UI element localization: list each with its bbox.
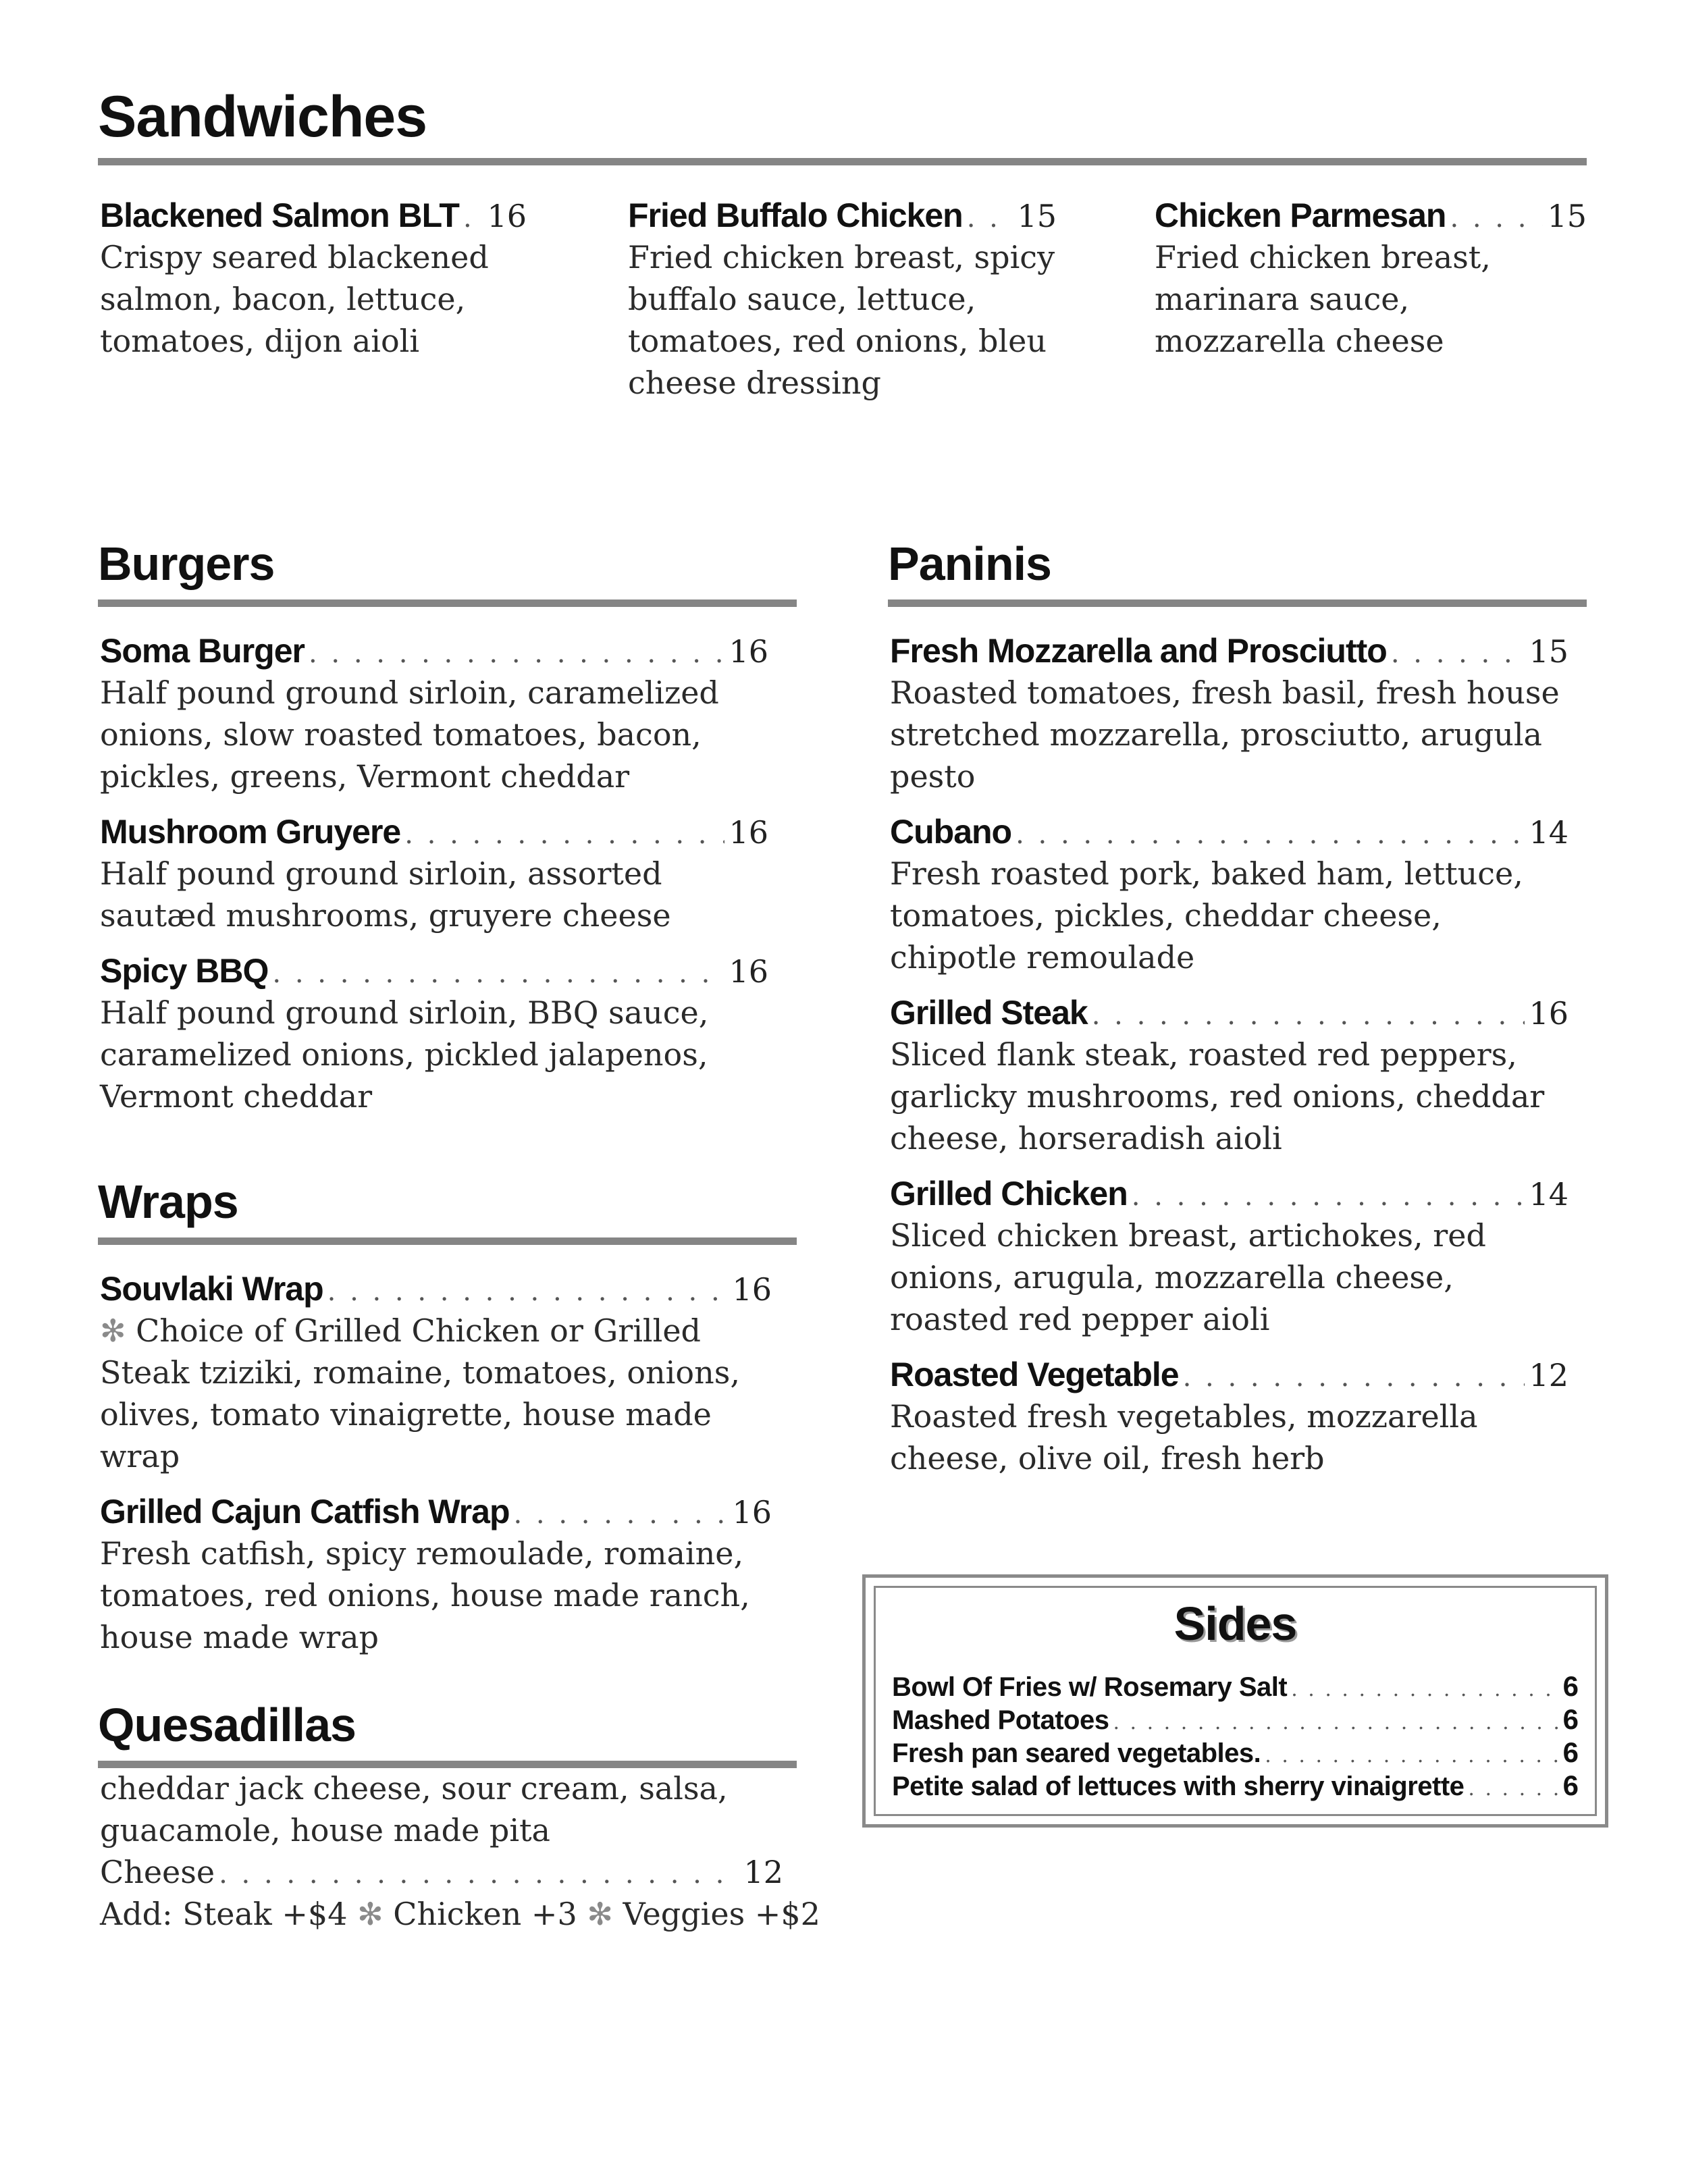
wraps-section xyxy=(98,1175,797,1245)
item-name: Grilled Steak xyxy=(890,994,1088,1032)
menu-item-blackened-salmon-blt xyxy=(100,196,527,362)
dot-leader xyxy=(219,1859,739,1890)
item-price: 14 xyxy=(1529,814,1568,851)
add-veggies: Veggies +$2 xyxy=(623,1896,820,1932)
item-name: Grilled Chicken xyxy=(890,1175,1128,1213)
item-description: Half pound ground sirloin, caramelized onions, slow roasted tomatoes, bacon, pickles, greens, Vermont cheddar xyxy=(100,674,719,795)
add-steak: Steak +$4 xyxy=(182,1896,348,1932)
dot-leader xyxy=(1132,1181,1525,1212)
item-name: Souvlaki Wrap xyxy=(100,1270,323,1308)
item-price: 16 xyxy=(729,953,768,990)
menu-item-soma-burger xyxy=(100,631,768,797)
sides-inner-frame xyxy=(874,1586,1597,1816)
item-price: 16 xyxy=(732,1271,772,1308)
side-name: Mashed Potatoes xyxy=(892,1705,1109,1735)
menu-item-fried-buffalo-chicken xyxy=(628,196,1057,404)
dot-leader xyxy=(1265,1744,1558,1767)
dot-leader xyxy=(1391,638,1525,669)
dot-leader xyxy=(1468,1777,1558,1801)
item-name: Roasted Vegetable xyxy=(890,1356,1179,1393)
dot-leader xyxy=(1183,1362,1525,1393)
item-description: Roasted tomatoes, fresh basil, fresh house stretched mozzarella, prosciutto, arugula pesto xyxy=(890,674,1560,795)
dot-leader xyxy=(463,203,483,234)
add-label: Add: xyxy=(100,1896,173,1932)
paninis-list xyxy=(890,631,1568,1479)
item-price: 14 xyxy=(1529,1176,1568,1213)
item-name: Blackened Salmon BLT xyxy=(100,196,459,234)
wraps-divider xyxy=(98,1237,797,1245)
menu-item-cubano xyxy=(890,812,1568,978)
item-description: Sliced chicken breast, artichokes, red onions, arugula, mozzarella cheese, roasted red pepper aioli xyxy=(890,1217,1486,1337)
sides-box xyxy=(862,1574,1608,1828)
menu-item-spicy-bbq xyxy=(100,951,768,1117)
item-price: 15 xyxy=(1529,633,1568,670)
add-chicken: Chicken +3 xyxy=(393,1896,577,1932)
side-item xyxy=(892,1769,1579,1803)
dot-leader xyxy=(1450,203,1543,234)
side-name: Fresh pan seared vegetables. xyxy=(892,1738,1261,1768)
quesadillas-section xyxy=(98,1701,797,1768)
cheese-price: 12 xyxy=(743,1854,783,1890)
item-name: Soma Burger xyxy=(100,632,305,670)
item-price: 12 xyxy=(1529,1357,1568,1393)
side-price: 6 xyxy=(1562,1736,1579,1768)
quesadillas-content xyxy=(100,1767,820,1935)
item-description: Half pound ground sirloin, assorted sautæd mushrooms, gruyere cheese xyxy=(100,855,671,934)
burgers-section xyxy=(98,537,797,607)
dot-leader xyxy=(327,1276,729,1307)
item-price: 16 xyxy=(732,1494,772,1530)
dot-leader xyxy=(967,203,1013,234)
item-name: Fresh Mozzarella and Prosciutto xyxy=(890,632,1387,670)
item-description: Crispy seared blackened salmon, bacon, lettuce, tomatoes, dijon aioli xyxy=(100,239,489,359)
paninis-section xyxy=(888,537,1587,607)
asterisk-icon: ✻ xyxy=(100,1312,126,1349)
side-item xyxy=(892,1736,1579,1769)
item-price: 16 xyxy=(729,814,768,851)
dot-leader xyxy=(1291,1678,1558,1701)
menu-item-fresh-mozzarella-and-prosciutto xyxy=(890,631,1568,797)
item-description: Fried chicken breast, spicy buffalo sauce, lettuce, tomatoes, red onions, bleu cheese dressing xyxy=(628,239,1055,401)
menu-item-grilled-cajun-catfish-wrap xyxy=(100,1492,772,1658)
menu-item-grilled-steak xyxy=(890,993,1568,1159)
quesadillas-addons xyxy=(100,1893,820,1935)
dot-leader xyxy=(404,819,724,850)
sandwiches-divider xyxy=(98,158,1587,165)
asterisk-icon: ✻ xyxy=(357,1896,384,1932)
dot-leader xyxy=(1016,819,1525,850)
item-name: Fried Buffalo Chicken xyxy=(628,196,963,234)
menu-item-souvlaki-wrap xyxy=(100,1269,772,1477)
side-name: Petite salad of lettuces with sherry vinaigrette xyxy=(892,1772,1465,1801)
menu-item-mushroom-gruyere xyxy=(100,812,768,936)
burgers-title: Burgers xyxy=(98,537,275,590)
sides-title: Sides xyxy=(1173,1597,1297,1650)
item-description xyxy=(100,1310,772,1477)
sandwiches-title: Sandwiches xyxy=(98,84,427,149)
item-description: Fresh catfish, spicy remoulade, romaine, tomatoes, red onions, house made ranch, house made wrap xyxy=(100,1535,750,1655)
quesadillas-title: Quesadillas xyxy=(98,1699,356,1751)
dot-leader xyxy=(514,1499,729,1530)
item-name: Cubano xyxy=(890,813,1012,851)
menu-item-roasted-vegetable xyxy=(890,1355,1568,1479)
dot-leader xyxy=(309,638,724,669)
item-price: 16 xyxy=(1529,995,1568,1032)
wraps-list xyxy=(100,1269,772,1658)
side-item xyxy=(892,1670,1579,1703)
burgers-list xyxy=(100,631,768,1117)
cheese-label: Cheese xyxy=(100,1854,215,1890)
item-description: Fried chicken breast, marinara sauce, mozzarella cheese xyxy=(1155,239,1491,359)
sandwiches-section xyxy=(98,84,1587,165)
item-description: Roasted fresh vegetables, mozzarella cheese, olive oil, fresh herb xyxy=(890,1398,1478,1476)
side-price: 6 xyxy=(1562,1670,1579,1702)
wraps-title: Wraps xyxy=(98,1175,238,1228)
dot-leader xyxy=(272,958,724,989)
paninis-title: Paninis xyxy=(888,537,1051,590)
side-price: 6 xyxy=(1562,1769,1579,1801)
side-item xyxy=(892,1703,1579,1736)
item-name: Chicken Parmesan xyxy=(1155,196,1446,234)
dot-leader xyxy=(1113,1711,1558,1734)
side-name: Bowl Of Fries w/ Rosemary Salt xyxy=(892,1672,1288,1702)
asterisk-icon: ✻ xyxy=(587,1896,613,1932)
item-price: 15 xyxy=(1017,198,1057,234)
item-description: Fresh roasted pork, baked ham, lettuce, tomatoes, pickles, cheddar cheese, chipotle remoulade xyxy=(890,855,1523,976)
quesadillas-description: cheddar jack cheese, sour cream, salsa, guacamole, house made pita xyxy=(100,1770,728,1848)
item-description: Half pound ground sirloin, BBQ sauce, caramelized onions, pickled jalapenos, Vermont cheddar xyxy=(100,994,709,1115)
menu-item-chicken-parmesan xyxy=(1155,196,1587,362)
item-name: Grilled Cajun Catfish Wrap xyxy=(100,1493,510,1530)
side-price: 6 xyxy=(1562,1703,1579,1735)
item-description-text: Choice of Grilled Chicken or Grilled Steak tziziki, romaine, tomatoes, onions, olives, tomato vinaigrette, house made wrap xyxy=(100,1312,740,1474)
item-description: Sliced flank steak, roasted red peppers, garlicky mushrooms, red onions, cheddar cheese, horseradish aioli xyxy=(890,1036,1545,1156)
item-name: Mushroom Gruyere xyxy=(100,813,401,851)
dot-leader xyxy=(1092,1000,1525,1031)
item-price: 16 xyxy=(487,198,527,234)
quesadillas-cheese-row xyxy=(100,1851,783,1893)
menu-item-grilled-chicken xyxy=(890,1174,1568,1340)
item-name: Spicy BBQ xyxy=(100,952,269,990)
burgers-divider xyxy=(98,600,797,607)
item-price: 15 xyxy=(1547,198,1587,234)
paninis-divider xyxy=(888,600,1587,607)
item-price: 16 xyxy=(729,633,768,670)
